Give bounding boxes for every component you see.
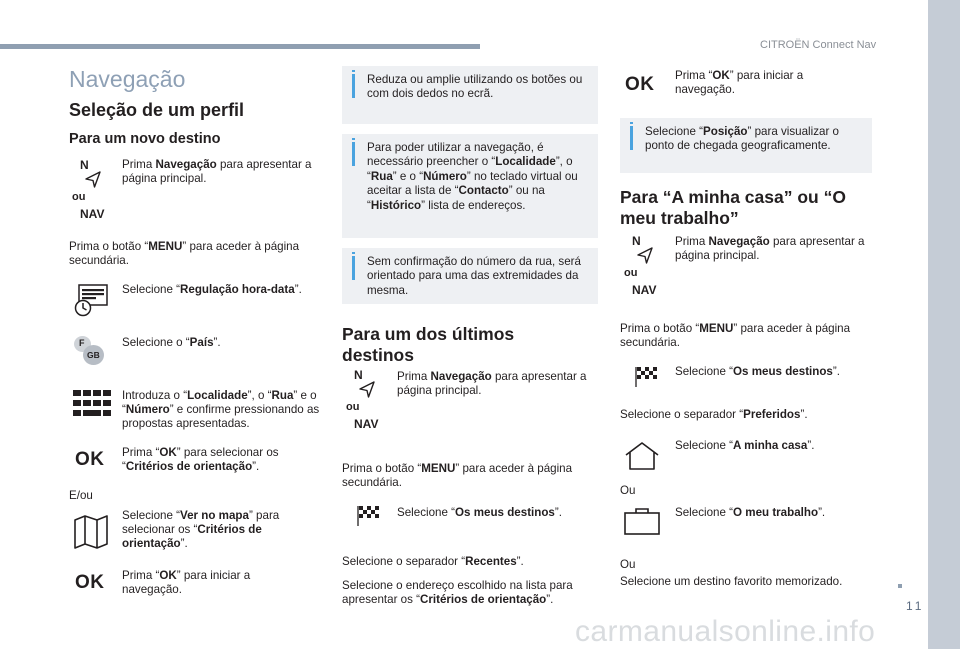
- heading-casa-trabalho: Para “A minha casa” ou “O meu trabalho”: [620, 187, 846, 228]
- info-icon-bar: [630, 126, 633, 150]
- keyboard-icon: [73, 390, 111, 416]
- step-ver-no-mapa: Selecione “Ver no mapa” para selecionar os “Critérios de orientação”.: [122, 509, 280, 551]
- briefcase-icon: [623, 506, 661, 536]
- clock-date-icon: [73, 281, 110, 318]
- side-strip: [928, 0, 960, 649]
- navigation-icon-2: [344, 368, 384, 430]
- nav-button-label: NAV: [80, 207, 105, 221]
- navigation-arrow-icon: [636, 247, 654, 265]
- info-icon-bar: [352, 256, 355, 280]
- ok-button-icon: OK: [75, 449, 105, 470]
- step-minha-casa: Selecione “A minha casa”.: [675, 439, 815, 452]
- nav-or-label: ou: [624, 267, 638, 279]
- navigation-arrow-icon: [84, 171, 102, 189]
- heading-novo-destino: Para um novo destino: [69, 131, 221, 147]
- info-icon-dot: [630, 122, 633, 124]
- section-title: Navegação: [69, 66, 186, 92]
- page-number: 11: [906, 599, 925, 613]
- step-menu-3: Prima o botão “MENU” para aceder à página secundária.: [620, 322, 851, 350]
- step-ok-iniciar-2: Prima “OK” para iniciar a navegação.: [675, 69, 804, 97]
- info-box-posicao: [620, 118, 872, 173]
- info-box-localidade: [342, 134, 598, 238]
- info-icon-bar: [352, 74, 355, 98]
- step-favorito: Selecione um destino favorito memorizado.: [620, 575, 843, 588]
- navigation-icon-3: [622, 234, 662, 296]
- ok-button-icon-2: OK: [75, 572, 105, 593]
- step-meu-trabalho: Selecione “O meu trabalho”.: [675, 506, 826, 519]
- map-icon: [73, 514, 109, 550]
- step-prima-navegacao-3: Prima Navegação para apresentar a página principal.: [675, 235, 865, 263]
- step-ok-criterios: Prima “OK” para selecionar os “Critérios de orientação”.: [122, 446, 279, 474]
- checkered-flag-icon: [357, 505, 379, 527]
- step-menu-2: Prima o botão “MENU” para aceder à página secundária.: [342, 462, 573, 490]
- info-box-numero: [342, 248, 598, 304]
- heading-ultimos-destinos: Para um dos últimos destinos: [342, 324, 515, 365]
- step-meus-destinos: Selecione “Os meus destinos”.: [397, 506, 562, 519]
- step-endereco: Selecione o endereço escolhido na lista para apresentar os “Critérios de orientação”.: [342, 579, 573, 607]
- checkered-flag-icon: [635, 366, 657, 388]
- e-ou-label: E/ou: [69, 489, 93, 502]
- step-pais: Selecione o “País”.: [122, 336, 221, 349]
- brand-label: CITROËN Connect Nav: [760, 39, 877, 51]
- flag-f-label: F: [79, 338, 85, 348]
- info-icon-dot: [352, 70, 355, 72]
- info-icon-dot: [352, 252, 355, 254]
- nav-north-letter: N: [354, 368, 363, 382]
- page-marker: [898, 584, 902, 588]
- nav-north-letter: N: [80, 158, 89, 172]
- subsection-title: Seleção de um perfil: [69, 100, 245, 120]
- step-preferidos: Selecione o separador “Preferidos”.: [620, 408, 808, 421]
- header-rule: [0, 44, 480, 49]
- info-posicao-text: Selecione “Posição” para visualizar o ponto de chegada geograficamente.: [645, 125, 839, 153]
- step-regulacao-hora: Selecione “Regulação hora-data”.: [122, 283, 302, 296]
- info-localidade-text: Para poder utilizar a navegação, é necessário preencher o “Localidade”, o “Rua” e o “Número” no teclado virtual ou aceitar a lista de “Contacto” ou na “Histórico” lista de endereços.: [367, 141, 578, 212]
- info-zoom-text: Reduza ou amplie utilizando os botões ou com dois dedos no ecrã.: [367, 73, 583, 101]
- nav-button-label: NAV: [354, 417, 379, 431]
- step-prima-navegacao: Prima Navegação para apresentar a página principal.: [122, 158, 312, 186]
- country-flag-icon: [74, 336, 108, 366]
- step-meus-destinos-2: Selecione “Os meus destinos”.: [675, 365, 840, 378]
- nav-or-label: ou: [72, 191, 86, 203]
- ou-label-1: Ou: [620, 484, 636, 497]
- info-icon-dot: [352, 138, 355, 140]
- info-icon-bar: [352, 142, 355, 166]
- nav-button-label: NAV: [632, 283, 657, 297]
- nav-north-letter: N: [632, 234, 641, 248]
- info-box-zoom: [342, 66, 598, 124]
- navigation-arrow-icon: [358, 381, 376, 399]
- step-ok-iniciar: Prima “OK” para iniciar a navegação.: [122, 569, 251, 597]
- step-recentes: Selecione o separador “Recentes”.: [342, 555, 524, 568]
- ou-label-2: Ou: [620, 558, 636, 571]
- flag-gb-label: GB: [87, 350, 100, 360]
- step-prima-navegacao-2: Prima Navegação para apresentar a página principal.: [397, 370, 587, 398]
- info-numero-text: Sem confirmação do número da rua, será orientado para uma das extremidades da mesma.: [367, 255, 581, 297]
- nav-or-label: ou: [346, 401, 360, 413]
- ok-button-icon-3: OK: [625, 74, 655, 95]
- step-localidade: Introduza o “Localidade”, o “Rua” e o “Número” e confirme pressionando as propostas apresentadas.: [122, 389, 320, 431]
- home-icon: [624, 441, 660, 471]
- step-menu: Prima o botão “MENU” para aceder à página secundária.: [69, 240, 300, 268]
- navigation-icon: [70, 158, 110, 220]
- watermark: carmanualsonline.info: [575, 615, 876, 648]
